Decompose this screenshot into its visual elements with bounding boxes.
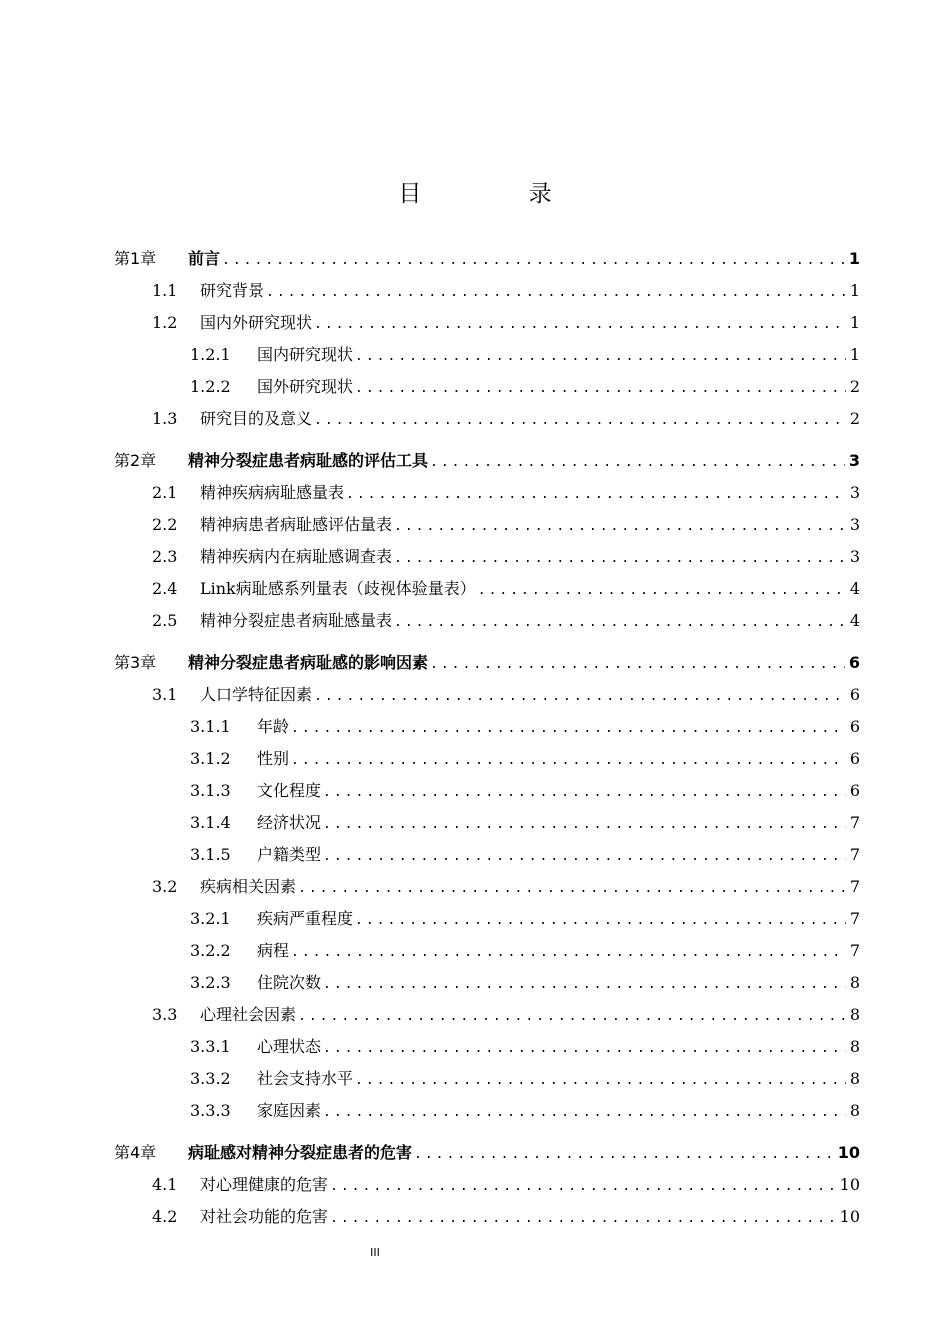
toc-entry-number: 3.3.2	[190, 1069, 231, 1088]
toc-entry-label: 国内外研究现状	[200, 313, 313, 332]
toc-dot-leader	[323, 777, 846, 809]
toc-entry-page: 3	[849, 483, 860, 502]
toc-entry-label: 精神病患者病耻感评估量表	[200, 515, 393, 534]
toc-chapter-entry[interactable]	[114, 647, 860, 679]
toc-entry-number: 3.2.1	[190, 909, 231, 928]
toc-entry-number: 2.3	[152, 547, 178, 566]
toc-dot-leader	[478, 575, 846, 607]
toc-section-entry[interactable]	[114, 541, 860, 573]
page-number: III	[370, 1246, 380, 1259]
toc-subsection-entry[interactable]	[114, 371, 860, 403]
toc-entry-label: 户籍类型	[257, 845, 322, 864]
toc-entry-page: 4	[849, 611, 860, 630]
toc-dot-leader	[298, 873, 846, 905]
toc-entry-page: 6	[849, 717, 860, 736]
toc-entry-label: 研究背景	[200, 281, 265, 300]
toc-subsection-entry[interactable]	[114, 807, 860, 839]
toc-entry-page: 1	[849, 345, 860, 364]
toc-entry-number: 3.2	[152, 877, 178, 896]
toc-subsection-entry[interactable]	[114, 967, 860, 999]
toc-entry-page: 2	[849, 377, 860, 396]
toc-entry-number: 3.1.4	[190, 813, 231, 832]
toc-entry-number: 1.2	[152, 313, 178, 332]
toc-entry-number: 第4章	[114, 1143, 157, 1162]
toc-dot-leader	[323, 969, 846, 1001]
toc-dot-leader	[314, 309, 846, 341]
toc-dot-leader	[291, 745, 846, 777]
toc-dot-leader	[330, 1203, 836, 1235]
toc-section-entry[interactable]	[114, 1169, 860, 1201]
toc-chapter-entry[interactable]	[114, 1137, 860, 1169]
toc-entry-page: 7	[849, 909, 860, 928]
toc-dot-leader	[222, 245, 845, 277]
toc-subsection-entry[interactable]	[114, 1095, 860, 1127]
toc-entry-number: 2.5	[152, 611, 178, 630]
toc-entry-label: 病耻感对精神分裂症患者的危害	[188, 1143, 413, 1162]
toc-entry-page: 10	[837, 1143, 860, 1162]
toc-section-entry[interactable]	[114, 477, 860, 509]
toc-entry-page: 7	[849, 877, 860, 896]
toc-entry-label: 心理状态	[257, 1037, 322, 1056]
toc-subsection-entry[interactable]	[114, 903, 860, 935]
toc-entry-page: 2	[849, 409, 860, 428]
toc-entry-number: 2.4	[152, 579, 178, 598]
toc-entry-label: 精神分裂症患者病耻感量表	[200, 611, 393, 630]
toc-entry-page: 3	[849, 547, 860, 566]
toc-entry-page: 10	[839, 1175, 860, 1194]
toc-entry-number: 第3章	[114, 653, 157, 672]
toc-entry-number: 1.2.2	[190, 377, 231, 396]
toc-entry-page: 8	[849, 1005, 860, 1024]
toc-entry-label: 精神疾病病耻感量表	[200, 483, 345, 502]
toc-entry-page: 1	[848, 249, 860, 268]
toc-entry-number: 3.2.2	[190, 941, 231, 960]
toc-dot-leader	[314, 681, 846, 713]
toc-entry-label: 精神疾病内在病耻感调查表	[200, 547, 393, 566]
toc-entry-label: 疾病相关因素	[200, 877, 297, 896]
toc-subsection-entry[interactable]	[114, 711, 860, 743]
toc-dot-leader	[346, 479, 846, 511]
toc-entry-number: 1.2.1	[190, 345, 231, 364]
toc-entry-page: 6	[849, 749, 860, 768]
toc-entry-page: 7	[849, 845, 860, 864]
toc-dot-leader	[323, 809, 846, 841]
table-of-contents	[114, 243, 860, 1233]
toc-section-entry[interactable]	[114, 509, 860, 541]
toc-entry-label: 文化程度	[257, 781, 322, 800]
toc-entry-label: 对心理健康的危害	[200, 1175, 329, 1194]
toc-entry-label: 国内研究现状	[257, 345, 354, 364]
toc-entry-number: 4.2	[152, 1207, 178, 1226]
toc-entry-page: 3	[848, 451, 860, 470]
toc-entry-number: 2.1	[152, 483, 178, 502]
toc-entry-label: 精神分裂症患者病耻感的影响因素	[188, 653, 429, 672]
toc-entry-page: 6	[849, 685, 860, 704]
toc-entry-number: 1.1	[152, 281, 178, 300]
toc-entry-page: 8	[849, 1069, 860, 1088]
toc-entry-label: 精神分裂症患者病耻感的评估工具	[188, 451, 429, 470]
toc-dot-leader	[323, 841, 846, 873]
toc-subsection-entry[interactable]	[114, 339, 860, 371]
toc-entry-label: 研究目的及意义	[200, 409, 313, 428]
toc-subsection-entry[interactable]	[114, 1031, 860, 1063]
toc-entry-number: 4.1	[152, 1175, 178, 1194]
toc-section-entry[interactable]	[114, 307, 860, 339]
toc-dot-leader	[355, 1065, 846, 1097]
toc-dot-leader	[314, 405, 846, 437]
toc-entry-label: 国外研究现状	[257, 377, 354, 396]
toc-entry-page: 1	[849, 281, 860, 300]
toc-entry-page: 4	[849, 579, 860, 598]
toc-entry-label: 心理社会因素	[200, 1005, 297, 1024]
toc-dot-leader	[266, 277, 846, 309]
toc-entry-number: 3.3.1	[190, 1037, 231, 1056]
toc-section-entry[interactable]	[114, 403, 860, 435]
toc-dot-leader	[414, 1139, 834, 1171]
toc-section-entry[interactable]	[114, 871, 860, 903]
toc-subsection-entry[interactable]	[114, 839, 860, 871]
toc-entry-number: 1.3	[152, 409, 178, 428]
toc-dot-leader	[323, 1097, 846, 1129]
toc-entry-number: 3.1.1	[190, 717, 231, 736]
toc-entry-label: 年龄	[257, 717, 290, 736]
toc-dot-leader	[394, 543, 846, 575]
toc-dot-leader	[330, 1171, 836, 1203]
toc-dot-leader	[394, 511, 846, 543]
toc-section-entry[interactable]	[114, 679, 860, 711]
toc-entry-page: 6	[848, 653, 860, 672]
toc-dot-leader	[430, 649, 845, 681]
toc-entry-label: 性别	[257, 749, 290, 768]
toc-entry-number: 第2章	[114, 451, 157, 470]
toc-entry-number: 3.1.2	[190, 749, 231, 768]
toc-entry-number: 3.3.3	[190, 1101, 231, 1120]
toc-entry-page: 3	[849, 515, 860, 534]
toc-entry-number: 3.1.5	[190, 845, 231, 864]
toc-entry-label: 社会支持水平	[257, 1069, 354, 1088]
toc-subsection-entry[interactable]	[114, 743, 860, 775]
toc-dot-leader	[298, 1001, 846, 1033]
toc-dot-leader	[291, 713, 846, 745]
toc-entry-number: 第1章	[114, 249, 157, 268]
toc-entry-label: 对社会功能的危害	[200, 1207, 329, 1226]
toc-entry-label: 家庭因素	[257, 1101, 322, 1120]
toc-dot-leader	[430, 447, 845, 479]
toc-subsection-entry[interactable]	[114, 1063, 860, 1095]
toc-entry-label: 前言	[188, 249, 221, 268]
toc-entry-number: 3.1.3	[190, 781, 231, 800]
toc-entry-label: Link病耻感系列量表（歧视体验量表）	[200, 579, 476, 598]
toc-entry-page: 8	[849, 1101, 860, 1120]
toc-section-entry[interactable]	[114, 573, 860, 605]
toc-dot-leader	[355, 905, 846, 937]
toc-entry-label: 人口学特征因素	[200, 685, 313, 704]
toc-section-entry[interactable]	[114, 1201, 860, 1233]
toc-entry-label: 住院次数	[257, 973, 322, 992]
toc-entry-page: 7	[849, 813, 860, 832]
toc-dot-leader	[355, 373, 846, 405]
toc-dot-leader	[323, 1033, 846, 1065]
toc-entry-page: 8	[849, 973, 860, 992]
toc-entry-label: 疾病严重程度	[257, 909, 354, 928]
toc-entry-number: 2.2	[152, 515, 178, 534]
toc-section-entry[interactable]	[114, 999, 860, 1031]
toc-dot-leader	[394, 607, 846, 639]
toc-dot-leader	[291, 937, 846, 969]
toc-entry-page: 8	[849, 1037, 860, 1056]
toc-section-entry[interactable]	[114, 605, 860, 637]
toc-entry-label: 经济状况	[257, 813, 322, 832]
toc-chapter-entry[interactable]	[114, 243, 860, 275]
toc-entry-number: 3.3	[152, 1005, 178, 1024]
toc-entry-number: 3.2.3	[190, 973, 231, 992]
toc-entry-page: 1	[849, 313, 860, 332]
toc-dot-leader	[355, 341, 846, 373]
toc-subsection-entry[interactable]	[114, 935, 860, 967]
toc-entry-page: 6	[849, 781, 860, 800]
toc-chapter-entry[interactable]	[114, 445, 860, 477]
toc-entry-label: 病程	[257, 941, 290, 960]
toc-title: 目 录	[398, 181, 602, 207]
toc-entry-number: 3.1	[152, 685, 178, 704]
toc-subsection-entry[interactable]	[114, 775, 860, 807]
toc-section-entry[interactable]	[114, 275, 860, 307]
toc-entry-page: 7	[849, 941, 860, 960]
toc-entry-page: 10	[839, 1207, 860, 1226]
